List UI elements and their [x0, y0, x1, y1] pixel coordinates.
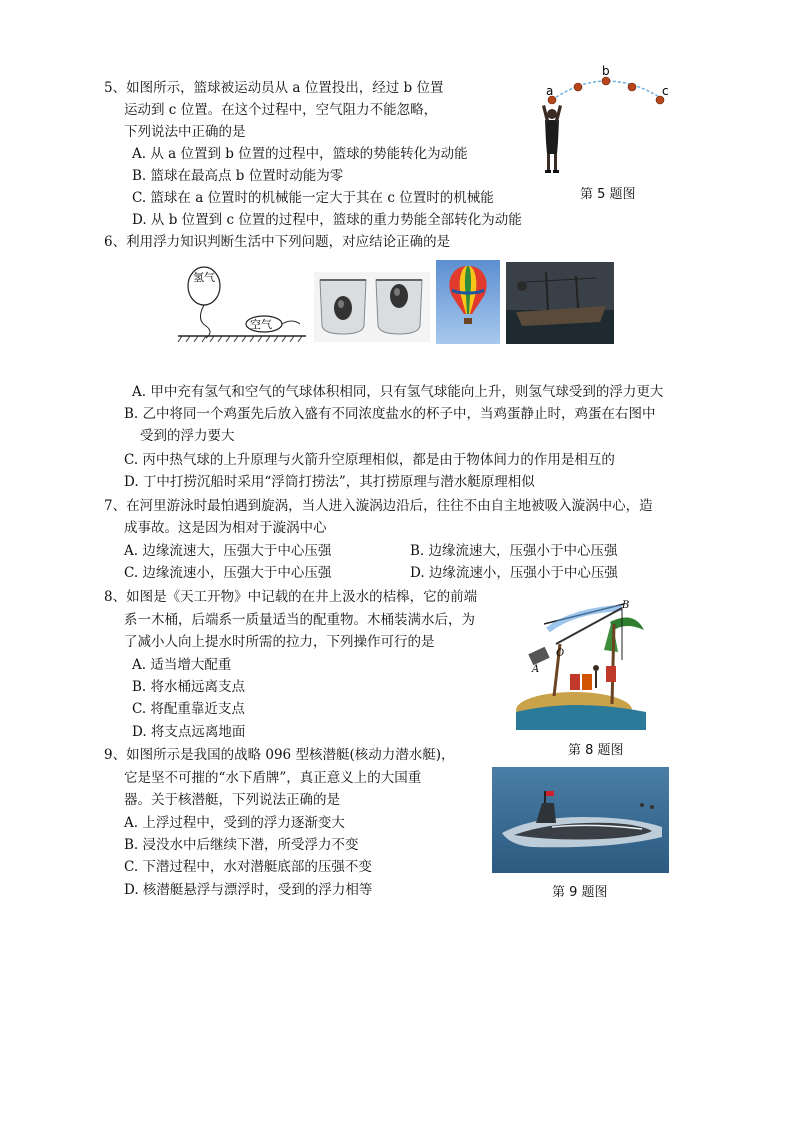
q8-stem-line-3: 了减小人向上提水时所需的拉力，下列操作可行的是	[124, 634, 435, 650]
egg-in-saltwater-figure-yi	[314, 272, 430, 342]
q5-stem-line-1: 5、如图所示，篮球被运动员从 a 位置投出，经过 b 位置	[104, 80, 444, 96]
basketball-trajectory-figure	[532, 62, 678, 177]
q9-option-a: A. 上浮过程中，受到的浮力逐渐变大	[124, 815, 345, 831]
label-c: c	[662, 84, 669, 98]
q6-option-b-line-2: 受到的浮力要大	[140, 428, 235, 444]
q7-option-c: C. 边缘流速小，压强大于中心压强	[124, 565, 332, 581]
q6-stem: 6、利用浮力知识判断生活中下列问题，对应结论正确的是	[104, 234, 451, 250]
shipwreck-salvage-figure-ding	[506, 262, 614, 344]
q7-option-d: D. 边缘流速小，压强小于中心压强	[410, 565, 618, 581]
point-b-label: B	[622, 600, 630, 611]
q5-stem-line-3: 下列说法中正确的是	[124, 124, 246, 140]
q6-option-d: D. 丁中打捞沉船时采用“浮筒打捞法”，其打捞原理与潜水艇原理相似	[124, 474, 535, 490]
q9-option-c: C. 下潜过程中，水对潜艇底部的压强不变	[124, 859, 372, 875]
q6-option-a: A. 甲中充有氢气和空气的气球体积相同，只有氢气球能向上升，则氢气球受到的浮力更大	[132, 384, 664, 400]
q9-option-b: B. 浸没水中后继续下潜，所受浮力不变	[124, 837, 359, 853]
basketball-player	[542, 105, 562, 173]
submarine-figure	[492, 767, 669, 873]
hydrogen-label: 氢气	[193, 271, 215, 284]
q8-option-a: A. 适当增大配重	[132, 657, 232, 673]
q9-option-d: D. 核潜艇悬浮与漂浮时，受到的浮力相等	[124, 882, 373, 898]
air-label: 空气	[250, 318, 272, 331]
q9-stem-line-1: 9、如图所示是我国的战略 096 型核潜艇(核动力潜水艇)，	[104, 747, 455, 763]
well-sweep-lever-figure	[514, 600, 648, 730]
q5-option-b: B. 篮球在最高点 b 位置时动能为零	[132, 168, 344, 184]
q5-figure-caption: 第 5 题图	[580, 187, 636, 202]
q8-option-c: C. 将配重靠近支点	[132, 701, 245, 717]
q7-option-a: A. 边缘流速大，压强大于中心压强	[124, 543, 332, 559]
q8-option-d: D. 将支点远离地面	[132, 724, 246, 740]
q9-stem-line-3: 器。关于核潜艇，下列说法正确的是	[124, 792, 340, 808]
q7-stem-line-1: 7、在河里游泳时最怕遇到旋涡，当人进入漩涡边沿后，往往不由自主地被吸入漩涡中心，造	[104, 498, 653, 514]
q8-stem-line-2: 系一木桶，后端系一质量适当的配重物。木桶装满水后，为	[124, 612, 475, 628]
point-a-label: A	[532, 664, 540, 675]
hot-air-balloon-figure-bing	[436, 260, 500, 344]
q6-option-b-line-1: B. 乙中将同一个鸡蛋先后放入盛有不同浓度盐水的杯子中，当鸡蛋静止时，鸡蛋在右图中	[124, 406, 656, 422]
q7-option-b: B. 边缘流速大，压强小于中心压强	[410, 543, 618, 559]
balloon-figure-jia	[176, 262, 308, 344]
q5-stem-line-2: 运动到 c 位置。在这个过程中，空气阻力不能忽略，	[124, 102, 438, 118]
q5-option-a: A. 从 a 位置到 b 位置的过程中，篮球的势能转化为动能	[132, 146, 468, 162]
q5-option-c: C. 篮球在 a 位置时的机械能一定大于其在 c 位置时的机械能	[132, 190, 494, 206]
q9-figure-caption: 第 9 题图	[552, 885, 608, 900]
q5-option-d: D. 从 b 位置到 c 位置的过程中，篮球的重力势能全部转化为动能	[132, 212, 522, 228]
q6-option-c: C. 丙中热气球的上升原理与火箭升空原理相似，都是由于物体间力的作用是相互的	[124, 452, 615, 468]
q8-figure-caption: 第 8 题图	[568, 743, 624, 758]
label-a: a	[546, 84, 554, 98]
q8-option-b: B. 将水桶远离支点	[132, 679, 246, 695]
label-b: b	[602, 64, 610, 78]
q8-stem-line-1: 8、如图是《天工开物》中记载的在井上汲水的桔槔，它的前端	[104, 589, 478, 605]
q7-stem-line-2: 成事故。这是因为相对于漩涡中心	[124, 520, 327, 536]
point-o-label: O	[556, 648, 565, 659]
q9-stem-line-2: 它是坚不可摧的“水下盾牌”，真正意义上的大国重	[124, 770, 422, 786]
